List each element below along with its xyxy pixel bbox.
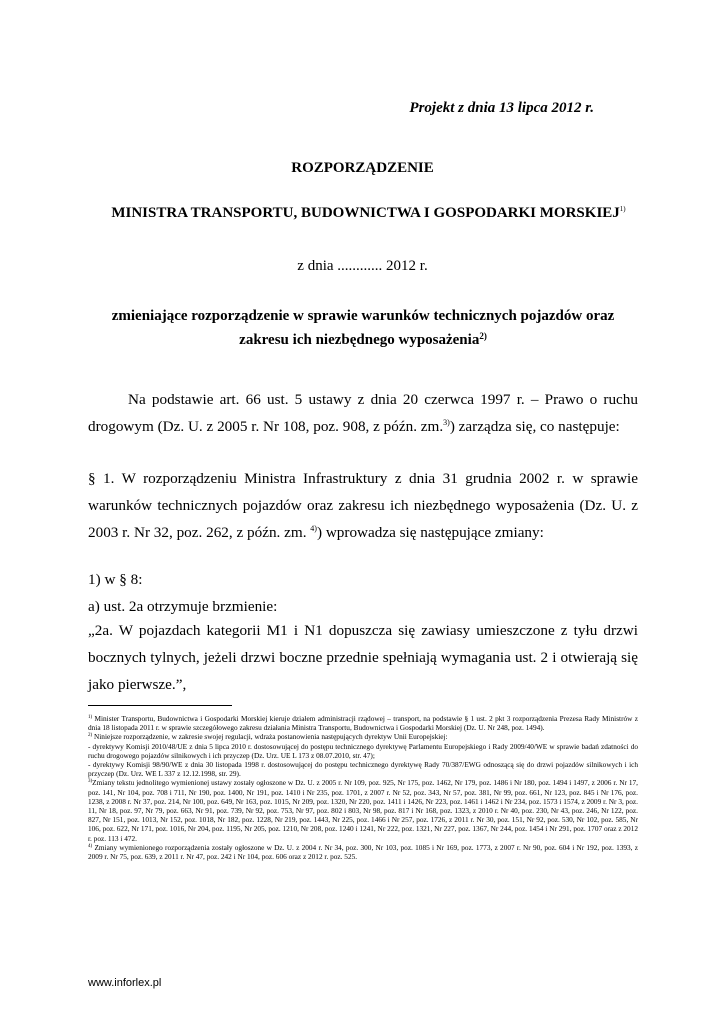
section-1-text: § 1. W rozporządzeniu Ministra Infrastruktury z dnia 31 grudnia 2002 r. w sprawie warunków technicznych pojazdów oraz zakresu ich niezbędnego wyposażenia (Dz. U. z 2003 r. Nr 32, poz. 262, z późn. zm. [88, 470, 638, 541]
quoted-amendment: „2a. W pojazdach kategorii M1 i N1 dopuszcza się zawiasy umieszczone z tyłu drzwi bocznych tylnych, jeżeli drzwi boczne przednie spełniają wymagania ust. 2 i otwierają się jako pierwsze.”, [88, 622, 638, 693]
footnote-1-text: Minister Transportu, Budownictwa i Gospodarki Morskiej kieruje działem administracji rządowej – transport, na podstawie § 1 ust. 2 pkt 3 rozporządzenia Prezesa Rady Ministrów z dnia 18 listopada 2011 r. w sprawie szczegółowego zakresu działania Ministra Transportu, Budownictwa i Gospodarki Morskiej (Dz. U. Nr 248, poz. 1494). [88, 714, 638, 733]
footnote-2-item-b: - dyrektywy Komisji 98/90/WE z dnia 30 listopada 1998 r. dostosowującej do postępu technicznego dyrektywę Rady 70/387/EWG odnoszącą się do drzwi pojazdów silnikowych i ich przyczep (Dz. Urz. WE L 337 z 12.12.1998, str. 29). [88, 760, 638, 779]
footnote-3 [88, 778, 638, 842]
subject-text: zmieniające rozporządzenie w sprawie warunków technicznych pojazdów oraz zakresu ich niezbędnego wyposażenia [111, 308, 615, 348]
footnote-3-marker: 3) [88, 779, 93, 785]
issuing-authority [0, 205, 725, 222]
section-1-text-end: ) wprowadza się następujące zmiany: [316, 524, 544, 541]
footnote-ref-4: 4) [310, 524, 317, 533]
footnote-2-item-a: - dyrektywy Komisji 2010/48/UE z dnia 5 lipca 2010 r. dostosowującej do postępu technicznego dyrektywę Parlamentu Europejskiego i Rady 2009/40/WE w sprawie badań zdatności do ruchu drogowego pojazdów silnikowych i ich przyczep (Dz. Urz. UE L 173 z 08.07.2010, str. 47); [88, 741, 638, 760]
preamble-text-end: ) zarządza się, co następuje: [449, 418, 620, 435]
point-a: a) ust. 2a otrzymuje brzmienie: [88, 598, 278, 615]
document-date: z dnia ............ 2012 r. [297, 258, 428, 274]
footnote-1 [88, 714, 638, 732]
footer-url: www.inforlex.pl [88, 977, 162, 989]
subject-title [88, 304, 638, 352]
footnote-ref-2: 2) [479, 331, 487, 341]
footnote-ref-3: 3) [443, 418, 450, 427]
footnote-ref-1: 1) [619, 205, 626, 213]
issuing-authority-text: MINISTRA TRANSPORTU, BUDOWNICTWA I GOSPODARKI MORSKIEJ [111, 205, 620, 221]
footnote-2-marker: 2) [88, 733, 93, 739]
footnote-4-text: Zmiany wymienionego rozporządzenia zostały ogłoszone w Dz. U. z 2004 r. Nr 34, poz. 300, Nr 103, poz. 1085 i Nr 169, poz. 1773, z 2007 r. Nr 90, poz. 604 i Nr 192, poz. 1393, z 2009 r. Nr 75, poz. 639, z 2011 r. Nr 47, poz. 242 i Nr 104, poz. 606 oraz z 2012 r. poz. 525. [88, 842, 638, 862]
preamble-text: Na podstawie art. 66 ust. 5 ustawy z dnia 20 czerwca 1997 r. – Prawo o ruchu drogowym (Dz. U. z 2005 r. Nr 108, poz. 908, z późn. zm. [88, 391, 638, 435]
footnote-2-text: Niniejsze rozporządzenie, w zakresie swojej regulacji, wdraża postanowienia następujących dyrektyw Unii Europejskiej: [94, 732, 448, 742]
document-type-title: ROZPORZĄDZENIE [291, 160, 434, 176]
footnote-3-text: Zmiany tekstu jednolitego wymienionej ustawy zostały ogłoszone w Dz. U. z 2005 r. Nr 109, poz. 925, Nr 175, poz. 1462, Nr 179, poz. 1486 i Nr 180, poz. 1494 i 1497, z 2006 r. Nr 17, poz. 141, Nr 104, poz. 708 i 711, Nr 190, poz. 1400, Nr 191, poz. 1410 i Nr 235, poz. 1701, z 2007 r. Nr 52, poz. 343, Nr 57, poz. 381, Nr 99, poz. 661, Nr 123, poz. 845 i Nr 176, poz. 1238, z 2008 r. Nr 37, poz. 214, Nr 100, poz. 649, Nr 163, poz. 1015, Nr 209, poz. 1320, Nr 220, poz. 1411 i 1426, Nr 223, poz. 1461 i 1462 i Nr 234, poz. 1573 i 1574, z 2009 r. Nr 3, poz. 11, Nr 18, poz. 97, Nr 79, poz. 663, Nr 91, poz. 739, Nr 92, poz. 753, Nr 97, poz. 802 i 803, Nr 98, poz. 817 i Nr 168, poz. 1323, z 2010 r. Nr 40, poz. 230, Nr 43, poz. 246, Nr 122, poz. 827, Nr 151, poz. 1013, Nr 152, poz. 1018, Nr 182, poz. 1228, Nr 219, poz. 1443, Nr 225, poz. 1466 i Nr 257, poz. 1726, z 2011 r. Nr 30, poz. 151, Nr 92, poz. 530, Nr 102, poz. 585, Nr 106, poz. 622, Nr 171, poz. 1016, Nr 204, poz. 1195, Nr 205, poz. 1210, Nr 208, poz. 1240 i 1241, Nr 222, poz. 1321, Nr 227, poz. 1367, Nr 244, poz. 1454 i Nr 291, poz. 1707 oraz z 2012 r. poz. 113 i 472. [88, 778, 638, 843]
footnotes [88, 714, 638, 861]
section-1-paragraph [88, 465, 638, 546]
footnote-4-marker: 4) [88, 843, 93, 849]
point-1: 1) w § 8: [88, 571, 143, 588]
footnote-2 [88, 732, 638, 741]
preamble-paragraph [88, 386, 638, 440]
project-date: Projekt z dnia 13 lipca 2012 r. [409, 100, 594, 116]
footnote-4 [88, 843, 638, 861]
footnote-separator [88, 705, 232, 706]
footnote-1-marker: 1) [88, 715, 93, 720]
